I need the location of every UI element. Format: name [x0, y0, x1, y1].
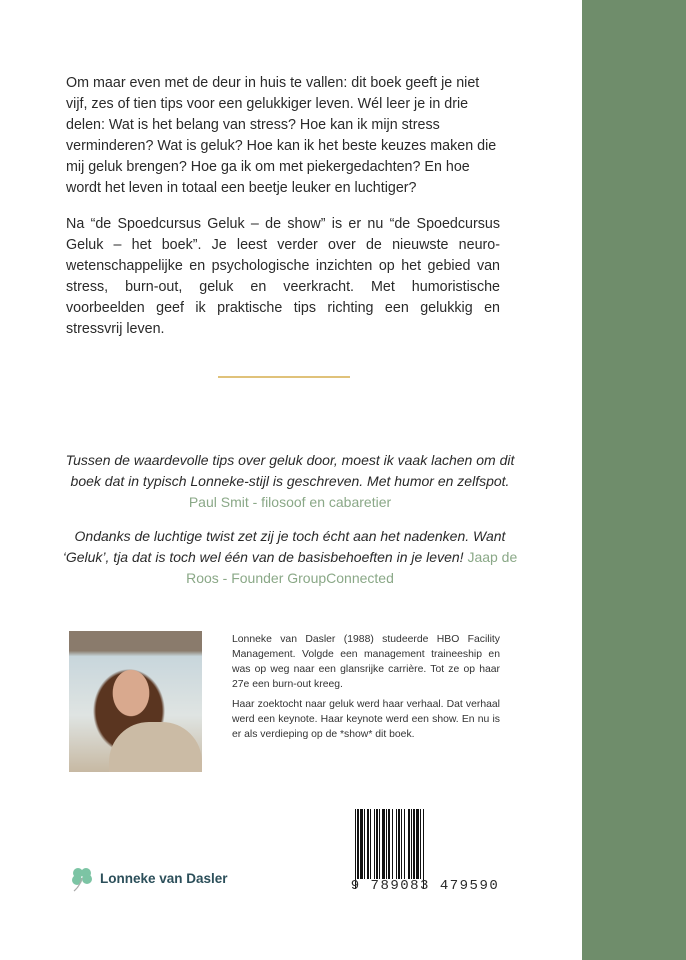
author-bio-2: Haar zoektocht naar geluk werd haar verhaal. Dat verhaal werd een keynote. Haar keynote werd een show. En nu is er als verdieping op de *show* dit boek.	[232, 699, 500, 740]
quote-author: Paul Smit - filosoof en cabaretier	[188, 494, 392, 510]
quote-2	[60, 526, 520, 589]
isbn-barcode	[349, 809, 501, 894]
barcode-bar	[424, 809, 425, 889]
divider	[218, 376, 350, 378]
second-paragraph: Na “de Spoedcursus Geluk – de show” is er nu “de Spoedcursus Geluk – het boek”. Je leest verder over de nieuwste neuro-wetenschappelijke en psychologische inzichten op het gebied van stress, burn-out, geluk en veerkracht. Met humoristische voorbeelden geef ik praktische tips richting een gelukkig en stressvrij leven.	[66, 216, 500, 337]
logo-name: Lonneke van Dasler	[100, 870, 228, 886]
quote-1	[60, 450, 520, 513]
publisher-logo	[68, 864, 228, 892]
spine-strip	[582, 0, 686, 960]
author-photo	[69, 631, 202, 772]
quote-text: Ondanks de luchtige twist zet zij je toch écht aan het nadenken. Want ‘Geluk’, tja dat is toch wel één van de basisbehoeften in je leven!	[62, 528, 506, 565]
author-bio-1: Lonneke van Dasler (1988) studeerde HBO Facility Management. Volgde een management traineeship en was op weg naar een glansrijke carrière. Tot ze op haar 27e een burn-out kreeg.	[232, 634, 500, 690]
quote-text: Tussen de waardevolle tips over geluk door, moest ik vaak lachen om dit boek dat in typisch Lonneke-stijl is geschreven. Met humor en zelfspot.	[65, 452, 515, 489]
intro-paragraph: Om maar even met de deur in huis te vallen: dit boek geeft je niet vijf, zes of tien tips voor een gelukkiger leven. Wél leer je in drie delen: Wat is het belang van stress? Hoe kan ik mijn stress verminderen? Wat is geluk? Hoe kan ik het beste keuzes maken die mij geluk brengen? Hoe ga ik om met piekergedachten? En hoe wordt het leven in totaal een beetje leuker en luchtiger?	[66, 75, 497, 196]
clover-icon	[68, 864, 96, 892]
quote-author: Jaap de Roos - Founder GroupConnected	[186, 549, 518, 586]
isbn-number: 9 789083 479590	[350, 878, 500, 894]
